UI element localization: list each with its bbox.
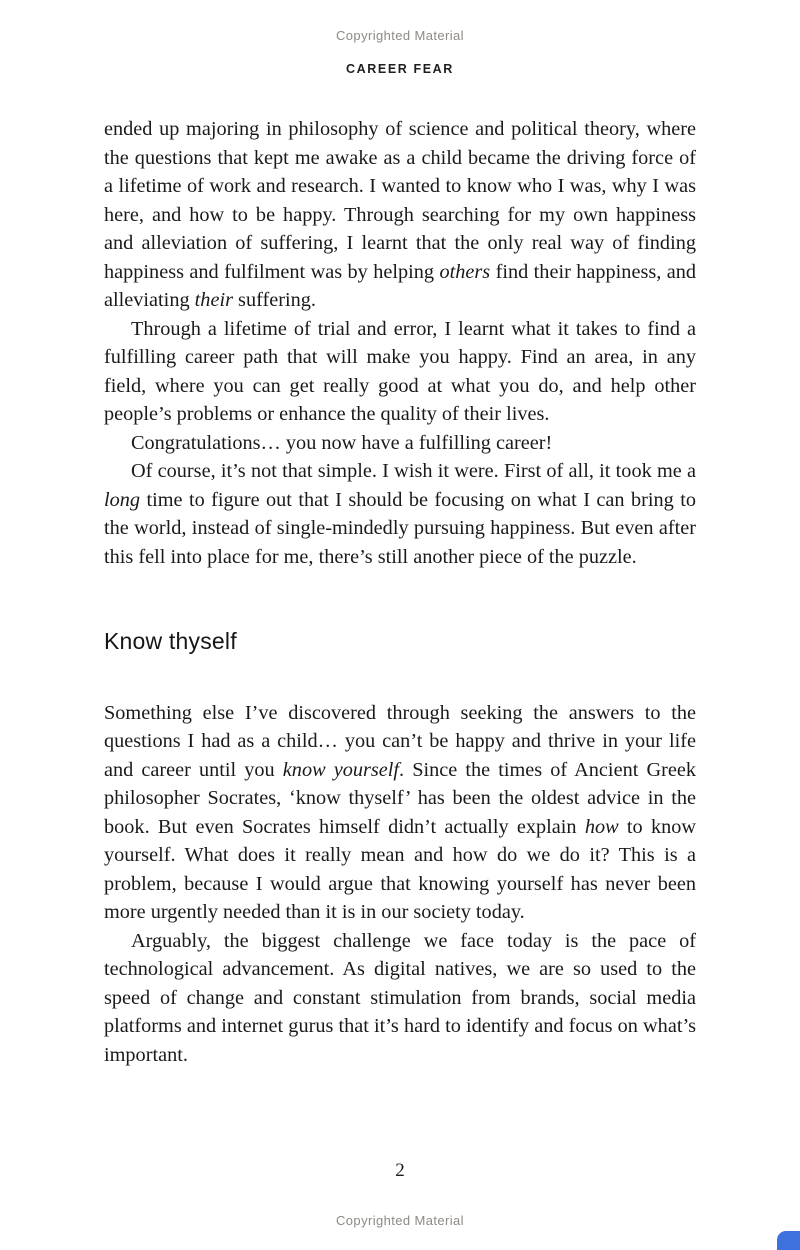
body-paragraph: Arguably, the biggest challenge we face today is the pace of technological advancement. As digital natives, we are so used to the speed of change and constant stimulation from brands, social media platforms and internet gurus that it’s hard to identify and focus on what’s important. [104,929,696,1066]
copyright-notice-bottom: Copyrighted Material [336,1213,464,1228]
page-body [104,115,696,1069]
corner-ui-fragment [777,1231,800,1250]
body-paragraph: ended up majoring in philosophy of science and political theory, where the questions that kept me awake as a child became the driving force of a lifetime of work and research. I wanted to know who I was, why I was here, and how to be happy. Through searching for my own happiness and alleviation of suffering, I learnt that the only real way of finding happiness and fulfilment was by helping others find their happiness, and alleviating their suffering. [104,118,696,311]
running-header: CAREER FEAR [346,62,454,76]
body-paragraph: Something else I’ve discovered through seeking the answers to the questions I had as a child… you can’t be happy and thrive in your life and career until you know yourself. Since the times of Ancient Greek philosopher Socrates, ‘know thyself’ has been the oldest advice in the book. But even Socrates himself didn’t actually explain how to know yourself. What does it really mean and how do we do it? This is a problem, because I would argue that knowing yourself has never been more urgently needed than it is in our society today. [104,701,697,923]
body-paragraph: Of course, it’s not that simple. I wish it were. First of all, it took me a long time to figure out that I should be focusing on what I can bring to the world, instead of single-mindedly pursuing happiness. But even after this fell into place for me, there’s still another piece of the puzzle. [104,460,696,568]
section-heading: Know thyself [104,628,237,654]
body-paragraph: Through a lifetime of trial and error, I learnt what it takes to find a fulfilling career path that will make you happy. Find an area, in any field, where you can get really good at what you do, and help other people’s problems or enhance the quality of their lives. [104,317,696,425]
copyright-notice-top: Copyrighted Material [336,28,464,43]
body-paragraph: Congratulations… you now have a fulfilling career! [131,431,553,454]
page-number: 2 [395,1160,405,1181]
